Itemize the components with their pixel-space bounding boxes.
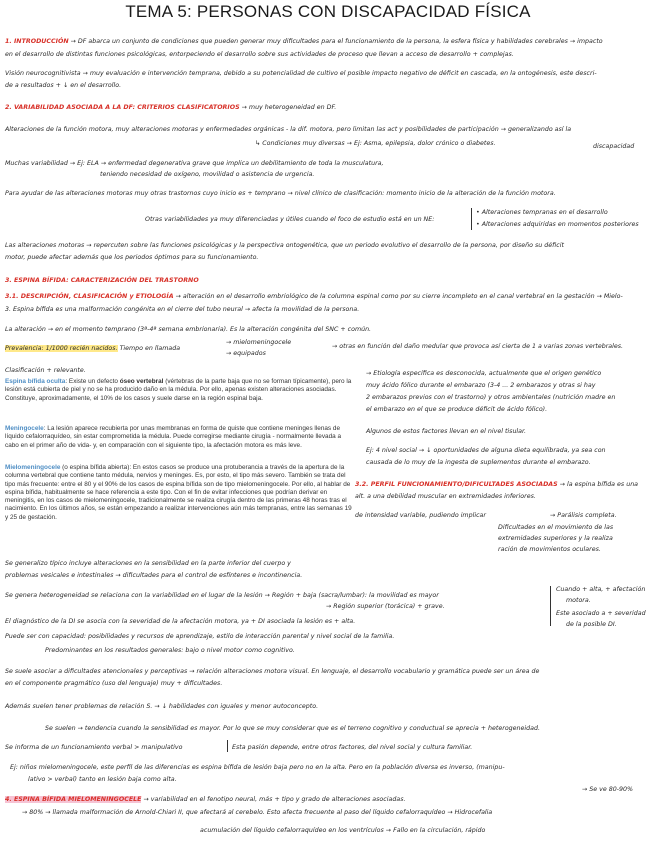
p1-pre: : Existe un defecto xyxy=(65,378,120,385)
line-l37: Se suelen → tendencia cuando la sensibilidad es mayor. Por lo que se muy considerar que es el terreno cognitivo y conductual se aprecia + heterogeneidad. xyxy=(45,725,541,732)
line-l28b: Cuando + alta, + afectación xyxy=(556,586,646,593)
prevalence-highlight: Prevalencia: 1/1000 recién nacidos. xyxy=(5,345,118,352)
line-l36: Además suelen tener problemas de relación S. → ↓ habilidades con iguales y menor autoconcepto. xyxy=(5,703,319,710)
term-mielomeningocele: Mielomeningocele xyxy=(5,464,61,471)
brace-inline xyxy=(227,740,228,752)
line-l32b: alt. a una debilidad muscular en extremidades inferiores. xyxy=(355,493,536,500)
line-l24: Ej: 4 nivel social → ↓ oportunidades de alguna dieta equilibrada, ya sea con xyxy=(366,447,606,454)
section-3-heading: 3. ESPINA BÍFIDA: CARACTERIZACIÓN DEL TRASTORNO xyxy=(5,277,199,284)
line-l18: Clasificación + relevante. xyxy=(5,367,86,374)
section-2-heading: 2. VARIABILIDAD ASOCIADA A LA DF: CRITERIOS CLASIFICATORIOS xyxy=(5,104,240,111)
line-l25: causada de lo muy de la ingesta de suplementos durante el embarazo. xyxy=(366,459,591,466)
line-l11: Otras variabilidades ya muy diferenciadas y útiles cuando el foco de estudio está en un NE: xyxy=(145,216,435,223)
section-4-heading: 4. ESPINA BÍFIDA MIELOMENINGOCELE xyxy=(5,796,142,803)
line-l34: Se suele asociar a dificultades atencionales y perceptivas → relación alteraciones motora visual. En lenguaje, el desarrollo vocabulario y gramática puede ser un área de xyxy=(5,668,540,675)
line-l38: Se informa de un funcionamiento verbal > manipulativo xyxy=(5,744,183,751)
line-l2: en el desarrollo de distintas funciones psicológicas, entorpeciendo el desarrollo sobre sus actividades de proceso que llevan a acceso de desarrollo + complejas. xyxy=(5,51,514,58)
line-l7: ↳ Condiciones muy diversas → Ej: Asma, epilepsia, dolor crónico o diabetes. xyxy=(255,140,496,147)
line-l1: → DF abarca un conjunto de condiciones que pueden generar muy dificultades para el funcionamiento de la persona, la esfera física y habilidades cerebrales → impacto xyxy=(70,38,603,45)
line-l17d: → equipados xyxy=(226,350,266,357)
line-l38b: Esta pasión depende, entre otros factores, del nivel social y cultura familiar. xyxy=(232,744,473,751)
section-32-line xyxy=(355,481,638,488)
line-l3: Visión neurocognitivista → muy evaluación e intervención temprana, debido a su potencialidad de cultivo el posible impacto negativo de déficit en cascada, en la ontogénesis, este descri- xyxy=(5,70,597,77)
section-4-line xyxy=(5,796,406,803)
line-l17 xyxy=(5,345,180,352)
line-l28: Se genera heterogeneidad se relaciona con la variabilidad en el lugar de la lesión → Región + baja (sacra/lumbar): la movilidad es mayor xyxy=(5,592,439,599)
line-l17b: Tiempo en llamada xyxy=(119,345,181,352)
line-l32g: ración de movimientos oculares. xyxy=(498,546,601,553)
brace-divider xyxy=(471,208,472,230)
line-l8: Muchas variabilidad → Ej: ELA → enfermedad degenerativa grave que implica un debilitamiento de toda la musculatura, xyxy=(5,160,384,167)
line-l29: → Región superior (torácica) + grave. xyxy=(326,603,445,610)
line-l41: → variabilidad en el fenotipo neural, más + tipo y grado de alteraciones asociadas. xyxy=(143,796,406,803)
line-l17e: → otras en función del daño medular que provoca así cierta de 1 a varias zonas vertebrales. xyxy=(332,343,624,350)
section-31-line xyxy=(5,293,623,300)
line-l21: 2 embarazos previos con el trastorno) y otros ambientales (nutrición madre en xyxy=(366,394,616,401)
line-l30: El diagnóstico de la DI se asocia con la severidad de la afectación motora, ya + DI asociada la lesión es + alta. xyxy=(5,618,356,625)
line-l32a: → la espina bífida es una xyxy=(559,481,639,488)
line-l41b: → Se ve 80-90% xyxy=(582,786,634,793)
line-l7b: discapacidad xyxy=(593,143,635,150)
line-l32f: extremidades superiores y la realiza xyxy=(498,535,613,542)
section-31-heading: 3.1. DESCRIPCIÓN, CLASIFICACIÓN y ETIOLOGÍA xyxy=(5,293,174,300)
line-l32c: → Parálisis completa. xyxy=(550,512,617,519)
p2-rest: : La lesión aparece recubierta por unas membranas en forma de quiste que contiene meninges llenas de líquido cefalorraquídeo, sin estar comprometida la médula. Puede corregirse mediante cirugía - normalmente llevada a cabo en el primer año de vida- y, en comparación con el siguiente tipo, la afectación motora es más leve. xyxy=(5,425,342,449)
line-l11b: • Alteraciones adquiridas en momentos posteriores xyxy=(476,221,639,228)
line-l14: → alteración en el desarrollo embriológico de la columna espinal como por su cierre incompleto en el canal vertebral en la gestación → Mielo- xyxy=(175,293,623,300)
p1-rest: (vértebras de la parte baja que no se forman típicamente), pero la lesión está cubierta de piel y no se ha producido daño en la médula. Por ello, apenas existen alteraciones asociadas. Constituye, aproximadamente, el 10% de los casos y suele darse en la región espinal baja. xyxy=(5,378,352,402)
term-oculta: Espina bífida oculta xyxy=(5,378,66,385)
line-l29c: de la posible DI. xyxy=(566,621,617,628)
line-l43: acumulación del líquido cefalorraquídeo en los ventrículos → Fallo en la circulación, rápido xyxy=(200,827,486,834)
paragraph-mielomeningocele xyxy=(5,464,355,522)
line-l17c: → mielomeningocele xyxy=(226,339,292,346)
term-meningocele: Meningocele xyxy=(5,425,44,432)
paragraph-meningocele xyxy=(5,425,355,450)
section-1-line-1 xyxy=(5,38,603,45)
line-l12: Las alteraciones motoras → repercuten sobre las funciones psicológicas y la perspectiva ontogenética, que un periodo evolutivo el desarrollo de la persona, por diseño su déficit xyxy=(5,242,564,249)
section-2-line xyxy=(5,104,336,111)
line-l19: → Etiología específica es desconocida, actualmente que el origen genético xyxy=(366,370,602,377)
line-l32e: Dificultades en el movimiento de las xyxy=(498,524,614,531)
line-l40: lativo > verbal) tanto en lesión baja como alta. xyxy=(28,776,177,783)
page-title: TEMA 5: PERSONAS CON DISCAPACIDAD FÍSICA xyxy=(125,2,531,21)
line-l15: 3. Espina bífida es una malformación congénita en el cierre del tubo neural → afecta la movilidad de la persona. xyxy=(5,306,360,313)
line-l27: problemas vesicales e intestinales → dificultades para el control de esfínteres e incontinencia. xyxy=(5,572,303,579)
line-l13: motor, puede afectar además que los periodos óptimos para su funcionamiento. xyxy=(5,254,259,261)
line-l42: → 80% → llamada malformación de Arnold-Chiari II, que afectará al cerebelo. Esto afecta frecuente al paso del líquido cefalorraquídeo → Hidrocefalia xyxy=(22,809,493,816)
line-l29b: Este asociado a + severidad xyxy=(556,610,646,617)
line-l33: Predominantes en los resultados generales: bajo o nivel motor como cognitivo. xyxy=(45,647,295,654)
line-l16: La alteración → en el momento temprano (3ª-4ª semana embrionaria). Es la alteración congénita del SNC + común. xyxy=(5,326,372,333)
line-l11a: • Alteraciones tempranas en el desarrollo xyxy=(476,209,608,216)
line-l26: Se generalizo típico incluye alteraciones en la sensibilidad en la parte inferior del cuerpo y xyxy=(5,560,291,567)
paragraph-espina-bifida-oculta xyxy=(5,378,355,403)
line-l9: teniendo necesidad de oxígeno, movilidad o asistencia de urgencia. xyxy=(100,171,315,178)
line-l6: Alteraciones de la función motora, muy alteraciones motoras y enfermedades orgánicas - la dif. motora, pero limitan las act y posibilidades de participación → generalizando así la xyxy=(5,126,572,133)
section-32-heading: 3.2. PERFIL FUNCIONAMIENTO/DIFICULTADES ASOCIADAS xyxy=(355,481,558,488)
line-l32d: de intensidad variable, pudiendo implicar xyxy=(355,512,486,519)
line-l23: Algunos de estos factores llevan en el nivel tisular. xyxy=(366,428,527,435)
p3-rest: (o espina bífida abierta): En estos casos se produce una protuberancia a través de la apertura de la columna vertebral que contiene tanto médula, nervios y meninges. Es, por esto, el tipo más severo. También se trata del tipo más frecuente: entre el 80 y el 90% de los casos de espina bífida son de tipo mielomeningocele. Por ello, al hablar de espina bífida, habitualmente se hace referencia a este tipo. Con el fin de evitar infecciones que podrían derivar en meningitis, en los casos de mielomeningocele, tradicionalmente se realiza cirugía dentro de las primeras 48 horas tras el nacimiento. En los últimos años, se están empezando a realizar intervenciones aún más tempranas, entre las semanas 19 y 25 de gestación. xyxy=(5,464,352,521)
line-l35: en el componente pragmático (uso del lenguaje) muy + dificultades. xyxy=(5,680,223,687)
line-l20: muy ácido fólico durante el embarazo (3-4 ... 2 embarazos y otras si hay xyxy=(366,382,596,389)
brace-right xyxy=(550,586,551,626)
line-l10: Para ayudar de las alteraciones motoras muy otras trastornos cuyo inicio es + temprano → nivel clínico de clasificación: momento inicio de la alteración de la función motora. xyxy=(5,190,556,197)
line-l28c: motora. xyxy=(566,597,591,604)
line-l39: Ej: niños mielomeningocele, este perfil de las diferencias es espina bífida de lesión baja pero no en la alta. Pero en la población diversa es inverso, (manipu- xyxy=(10,764,505,771)
line-l4: de a resultados + ↓ en el desarrollo. xyxy=(5,82,122,89)
line-l31: Puede ser con capacidad: posibilidades y recursos de aprendizaje, estilo de interacción parental y nivel social de la familia. xyxy=(5,633,395,640)
line-l22: el embarazo en el que se produce déficit de ácido fólico). xyxy=(366,406,548,413)
section-1-heading: 1. INTRODUCCIÓN xyxy=(5,38,69,45)
section-3-heading-line xyxy=(5,277,199,284)
p1-bold: óseo vertebral xyxy=(119,378,164,385)
line-l5: → muy heterogeneidad en DF. xyxy=(241,104,337,111)
